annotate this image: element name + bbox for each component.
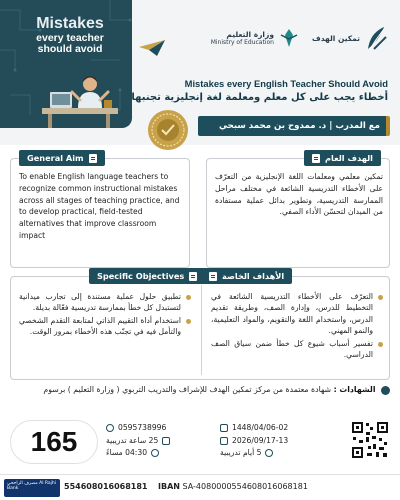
objectives-en-tab [89,268,205,284]
ministry-logo [211,27,300,49]
bank-logo: مصرف الراجحي Al Rajhi Bank [4,479,60,497]
ministry-emblem-icon [278,27,300,49]
gregorian-date: 2026/09/17-13 [232,435,289,445]
training-days: 5 أيام تدريبية [220,448,262,458]
general-aim-en-text: To enable English language teachers to recognize common instructional mistakes across all stages of teaching practice, and to develop practical, field-tested alternatives that improve classroom impact [19,172,180,240]
ministry-name-en: Ministry of Education [210,38,274,46]
iban-number: SA-4080000554608016068181 [182,482,308,491]
contact-column [106,422,216,460]
partner-logo [312,25,388,51]
header [0,0,400,145]
days-row [220,447,335,460]
iban [158,482,308,491]
course-info [10,420,390,472]
paper-plane-icon [137,38,167,58]
phone-icon [106,424,114,432]
objectives-ar-heading: الأهداف الخاصة [222,271,285,281]
clock-icon [162,437,170,445]
phone-number[interactable]: 0595738996 [118,423,167,432]
hours-row [106,435,216,448]
general-aim-en-box [10,153,190,268]
document-icon [189,272,197,281]
list-item: تطبيق حلول عملية مستندة إلى تجارب ميدانية لتستبدل كل خطأ بممارسة تدريسية فعّالة بديلة. [19,291,191,314]
greg-date-row [220,435,335,448]
certificate-label: الشهادات : [333,385,376,394]
objectives-ar-tab [201,268,292,284]
objectives-left-list [19,291,191,339]
trainer-bar [198,116,390,136]
title-ar: أخطاء يجب على كل معلم ومعلمة لغة إنجليزية تجنبها [131,92,388,103]
days-icon [265,449,273,457]
qr-code-icon[interactable] [350,420,390,460]
column-divider [201,285,202,375]
hero-title [10,16,130,55]
start-time: 04:30 مساءً [106,448,148,458]
hero-banner [0,0,132,128]
specific-objectives-box [10,271,390,380]
objectives-right-list [211,291,383,361]
partner-name-ar: تمكين الهدف [311,33,360,43]
calendar-icon [220,424,228,432]
document-icon [209,272,217,281]
iban-label: IBAN [158,482,180,491]
list-item: التعرّف على الأخطاء التدريسية الشائعة في التخطيط للدرس، وإدارة الصف، وطريقة تقديم الدرس، واستخدام اللغة والتقويم، والمواد التعليمية، والنمو المهني. [211,291,383,337]
certificate-line [10,384,390,396]
time-icon [151,449,159,457]
objectives-en-heading: Specific Objectives [97,271,185,281]
teacher-at-desk-illustration [40,70,120,128]
feather-logo-icon [364,25,388,51]
price-badge: 165 [10,420,98,464]
hero-line-2: every teacher [36,31,104,44]
general-aim-en-heading: General Aim [27,153,84,163]
list-item: تفسير أسباب شيوع كل خطأ ضمن سياق الصف الدراسي. [211,338,383,361]
certificate-icon [381,386,390,395]
hero-line-1: Mistakes [36,15,104,32]
account-number: 554608016068181 [64,482,148,491]
general-aim-ar-tab [304,150,381,166]
general-aim-ar-text: تمكين معلمي ومعلمات اللغة الإنجليزية من التعرّف على الأخطاء التدريسية الشائعة في مختلف مراحل الممارسة التدريسية، وتطوير بدائل عملية مستفادة من الميدان لتحسّن الأداء الصفي. [215,172,383,217]
title-en: Mistakes every English Teacher Should Avoid [184,78,388,89]
logos [211,18,388,58]
phone-row[interactable] [106,422,216,435]
general-aim-en-tab [19,150,105,166]
ministry-name-ar: وزارة التعليم [226,29,274,39]
trainer-name: مع المدرب | د. ممدوح بن محمد سبحي [218,121,380,131]
hijri-date: 1448/04/06-02 [232,423,289,432]
footer [0,474,400,500]
general-aim-ar-heading: الهدف العام [325,153,373,163]
list-item: استخدام أداة التقييم الذاتي لمتابعة التقدم الشخصي والتأمل فيه في تجنّب هذه الأخطاء بمرور الوقت. [19,315,191,338]
dates-column [220,422,335,460]
certificate-text: شهادة معتمدة من مركز تمكين الهدف للإشراف والتدريب التربوي ( وزارة التعليم ) برسوم [43,385,332,394]
document-icon [89,154,97,163]
time-row [106,447,216,460]
calendar-icon [220,437,228,445]
document-icon [312,154,320,163]
training-hours: 25 ساعة تدريبية [106,435,159,445]
hijri-date-row [220,422,335,435]
general-aim-ar-box [206,153,390,268]
hero-line-3: should avoid [37,42,103,55]
gold-seal-icon [146,108,190,152]
